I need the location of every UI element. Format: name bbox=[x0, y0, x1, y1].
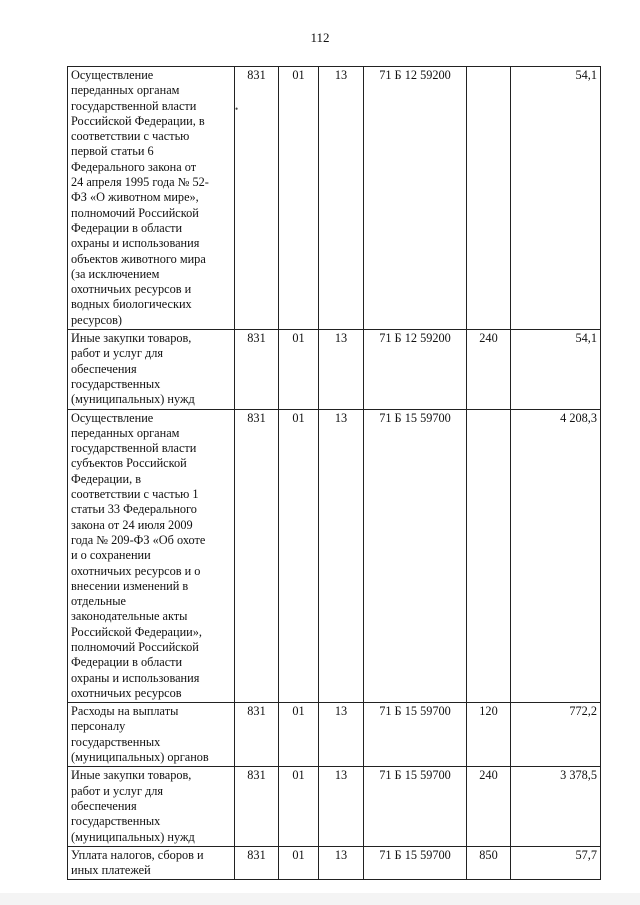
section-code-cell: 01 bbox=[279, 67, 319, 330]
expense-name-line: закона от 24 июля 2009 bbox=[71, 517, 193, 532]
expense-name-line: (муниципальных) нужд bbox=[71, 829, 195, 844]
expense-name-line: Федерального закона от bbox=[71, 159, 197, 174]
expense-name-line: Иные закупки товаров, bbox=[71, 331, 192, 346]
scan-artifact-mark: • bbox=[235, 104, 239, 114]
expense-name-line: внесении изменений в bbox=[71, 578, 189, 593]
expense-name-line: объектов животного мира bbox=[71, 251, 206, 266]
expense-name-line: ФЗ «О животном мире», bbox=[71, 190, 199, 205]
expense-name-line: Федерации в области bbox=[71, 220, 183, 235]
section-code-cell: 01 bbox=[279, 703, 319, 767]
section-code-cell: 01 bbox=[279, 330, 319, 409]
expense-name-cell bbox=[68, 409, 235, 703]
department-code-cell: 831 bbox=[235, 67, 279, 330]
expense-name-line: соответствии с частью bbox=[71, 129, 190, 144]
expense-name-line: Российской Федерации», bbox=[71, 624, 202, 639]
expense-name-line: государственных bbox=[71, 814, 161, 829]
target-article-cell: 71 Б 15 59700 bbox=[364, 767, 467, 846]
table-row bbox=[68, 767, 601, 846]
expense-type-cell: 850 bbox=[467, 846, 511, 880]
expense-name-line: Российской Федерации, в bbox=[71, 113, 205, 128]
expense-name-line: охраны и использования bbox=[71, 670, 200, 685]
expense-name-cell bbox=[68, 67, 235, 330]
expense-name-line: переданных органам bbox=[71, 425, 180, 440]
amount-cell: 54,1 bbox=[511, 330, 601, 409]
expense-name-line: полномочий Российской bbox=[71, 639, 199, 654]
expense-name-line: охраны и использования bbox=[71, 236, 200, 251]
department-code-cell: 831 bbox=[235, 846, 279, 880]
subsection-code-cell: 13 bbox=[319, 767, 364, 846]
section-code-cell: 01 bbox=[279, 846, 319, 880]
expense-type-cell: 120 bbox=[467, 703, 511, 767]
expense-type-cell: 240 bbox=[467, 767, 511, 846]
subsection-code-cell: 13 bbox=[319, 703, 364, 767]
subsection-code-cell: 13 bbox=[319, 67, 364, 330]
target-article-cell: 71 Б 12 59200 bbox=[364, 67, 467, 330]
subsection-code-cell: 13 bbox=[319, 409, 364, 703]
expense-type-cell bbox=[467, 67, 511, 330]
expense-type-cell bbox=[467, 409, 511, 703]
table-row bbox=[68, 846, 601, 880]
scan-bottom-edge bbox=[0, 893, 640, 905]
amount-cell: 54,1 bbox=[511, 67, 601, 330]
expense-name-line: персоналу bbox=[71, 719, 126, 734]
expense-name-line: охотничьих ресурсов и bbox=[71, 282, 192, 297]
expense-name-line: Федерации, в bbox=[71, 471, 142, 486]
table-row bbox=[68, 703, 601, 767]
expense-name-line: работ и услуг для bbox=[71, 346, 164, 361]
section-code-cell: 01 bbox=[279, 767, 319, 846]
expense-name-line: Федерации в области bbox=[71, 655, 183, 670]
expense-name-line: государственных bbox=[71, 734, 161, 749]
expense-name-line: Иные закупки товаров, bbox=[71, 768, 192, 783]
department-code-cell: 831 bbox=[235, 330, 279, 409]
expense-name-line: государственной власти bbox=[71, 98, 197, 113]
expense-name-line: государственной власти bbox=[71, 441, 197, 456]
expense-name-line: обеспечения bbox=[71, 361, 137, 376]
expense-type-cell: 240 bbox=[467, 330, 511, 409]
target-article-cell: 71 Б 15 59700 bbox=[364, 409, 467, 703]
expense-name-line: 24 апреля 1995 года № 52- bbox=[71, 175, 209, 190]
table-row bbox=[68, 67, 601, 330]
expense-name-line: иных платежей bbox=[71, 863, 151, 878]
expense-name-line: полномочий Российской bbox=[71, 205, 199, 220]
budget-table-body bbox=[68, 67, 601, 880]
expense-name-line: обеспечения bbox=[71, 798, 137, 813]
table-row bbox=[68, 330, 601, 409]
expense-name-line: переданных органам bbox=[71, 83, 180, 98]
department-code-cell: 831 bbox=[235, 409, 279, 703]
target-article-cell: 71 Б 15 59700 bbox=[364, 846, 467, 880]
expense-name-line: государственных bbox=[71, 376, 161, 391]
expense-name-line: Осуществление bbox=[71, 410, 154, 425]
expense-name-line: статьи 33 Федерального bbox=[71, 502, 197, 517]
subsection-code-cell: 13 bbox=[319, 330, 364, 409]
expense-name-cell bbox=[68, 330, 235, 409]
amount-cell: 772,2 bbox=[511, 703, 601, 767]
target-article-cell: 71 Б 12 59200 bbox=[364, 330, 467, 409]
expense-name-line: (муниципальных) нужд bbox=[71, 392, 195, 407]
expense-name-line: (за исключением bbox=[71, 266, 160, 281]
expense-name-cell bbox=[68, 846, 235, 880]
expense-name-cell bbox=[68, 767, 235, 846]
expense-name-line: отдельные bbox=[71, 594, 126, 609]
expense-name-cell bbox=[68, 703, 235, 767]
section-code-cell: 01 bbox=[279, 409, 319, 703]
department-code-cell: 831 bbox=[235, 703, 279, 767]
expense-name-line: Расходы на выплаты bbox=[71, 704, 179, 719]
amount-cell: 57,7 bbox=[511, 846, 601, 880]
expense-name-line: охотничьих ресурсов и о bbox=[71, 563, 201, 578]
expense-name-line: (муниципальных) органов bbox=[71, 750, 209, 765]
expense-name-line: работ и услуг для bbox=[71, 783, 164, 798]
amount-cell: 3 378,5 bbox=[511, 767, 601, 846]
subsection-code-cell: 13 bbox=[319, 846, 364, 880]
expense-name-line: водных биологических bbox=[71, 297, 192, 312]
expense-name-line: соответствии с частью 1 bbox=[71, 487, 199, 502]
amount-cell: 4 208,3 bbox=[511, 409, 601, 703]
department-code-cell: 831 bbox=[235, 767, 279, 846]
expense-name-line: субъектов Российской bbox=[71, 456, 187, 471]
expense-name-line: года № 209-ФЗ «Об охоте bbox=[71, 532, 206, 547]
table-row bbox=[68, 409, 601, 703]
expense-name-line: охотничьих ресурсов bbox=[71, 685, 182, 700]
budget-table bbox=[67, 66, 601, 880]
expense-name-line: ресурсов) bbox=[71, 312, 123, 327]
page-number: 112 bbox=[310, 30, 330, 45]
target-article-cell: 71 Б 15 59700 bbox=[364, 703, 467, 767]
expense-name-line: и о сохранении bbox=[71, 548, 151, 563]
expense-name-line: Уплата налогов, сборов и bbox=[71, 847, 204, 862]
expense-name-line: первой статьи 6 bbox=[71, 144, 154, 159]
expense-name-line: Осуществление bbox=[71, 68, 154, 82]
expense-name-line: законодательные акты bbox=[71, 609, 188, 624]
